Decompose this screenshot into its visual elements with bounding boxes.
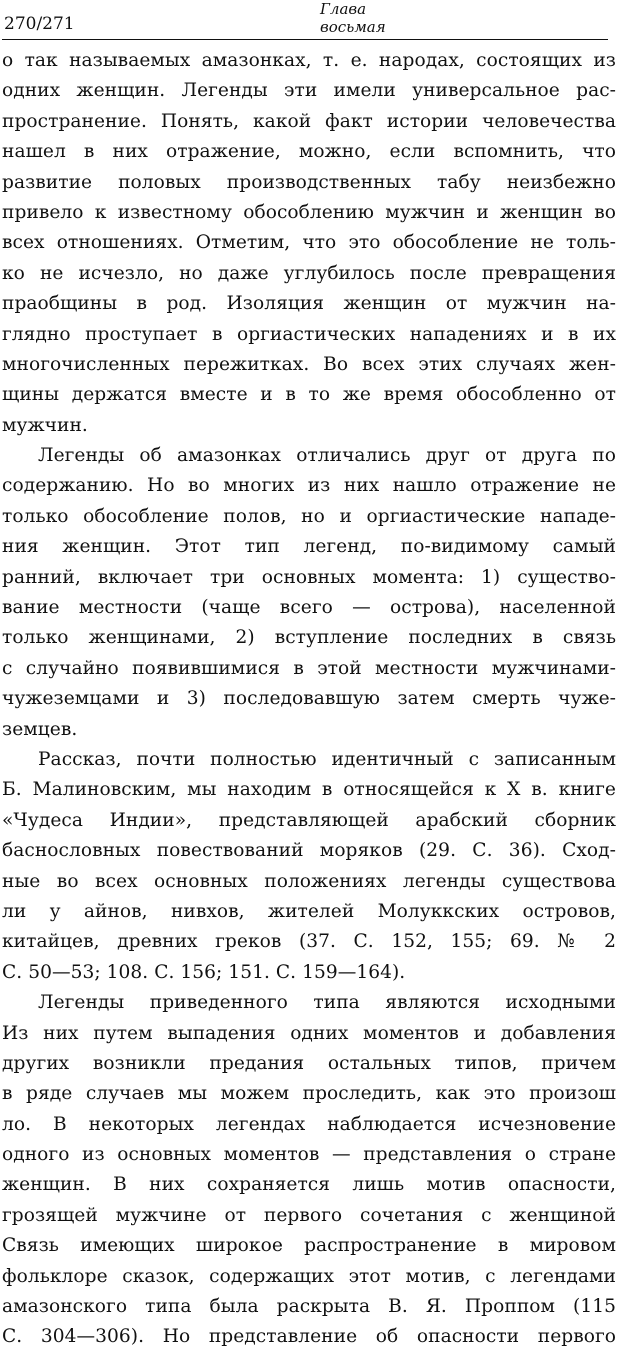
- text-line: баснословных повествований моряков (29. С. 36). Сход-: [2, 840, 616, 862]
- text-line: развитие половых производственных табу неизбежно: [2, 171, 616, 193]
- text-line: ко не исчезло, но даже углубилось после превращения: [2, 262, 616, 284]
- page-number: 270/271: [4, 14, 75, 34]
- text-line: о так называемых амазонках, т. е. народах, состоящих из: [2, 50, 616, 71]
- text-line: других возникли предания остальных типов, причем: [2, 1052, 616, 1074]
- text-line: пространение. Понять, какой факт истории человечества: [2, 110, 616, 132]
- text-line: щины держатся вместе и в то же время обособленно от: [2, 384, 616, 406]
- text-line: женщин. В них сохраняется лишь мотив опасности,: [2, 1174, 616, 1196]
- text-line: многочисленных пережитках. Во всех этих случаях жен-: [2, 353, 616, 375]
- text-line: «Чудеса Индии», представляющей арабский сборник: [2, 809, 616, 831]
- text-line: ли у айнов, нивхов, жителей Молуккских островов,: [2, 900, 616, 922]
- text-line: мужчин.: [2, 414, 88, 436]
- text-line: ния женщин. Этот тип легенд, по-видимому самый: [2, 536, 616, 558]
- text-line: праобщины в род. Изоляция женщин от мужчин на-: [2, 293, 616, 315]
- text-line: в ряде случаев мы можем проследить, как это произош: [2, 1083, 616, 1105]
- text-line: нашел в них отражение, можно, если вспомнить, что: [2, 141, 616, 163]
- chapter-number: восьмая: [320, 18, 386, 36]
- text-line: только женщинами, 2) вступление последних в связь: [2, 627, 616, 649]
- text-line: грозящей мужчине от первого сочетания с женщиной: [2, 1204, 616, 1226]
- text-line: вание местности (чаще всего — острова), населенной: [2, 597, 616, 619]
- text-line: С. 50—53; 108. С. 156; 151. С. 159—164).: [2, 961, 406, 983]
- text-line: с случайно появившимися в этой местности мужчинами-: [2, 657, 616, 679]
- header-rule: [2, 39, 608, 40]
- paragraph-first-line: Легенды об амазонках отличались друг от друга по: [38, 445, 616, 467]
- text-line: чужеземцами и 3) последовавшую затем смерть чуже-: [2, 688, 616, 710]
- text-line: фольклоре сказок, содержащих этот мотив, с легендами: [2, 1265, 616, 1287]
- text-line: китайцев, древних греков (37. С. 152, 155; 69. № 2: [2, 931, 616, 953]
- page-header: [2, 0, 616, 46]
- text-line: содержанию. Но во многих из них нашло отражение не: [2, 475, 616, 497]
- text-line: ло. В некоторых легендах наблюдается исчезновение: [2, 1113, 616, 1135]
- text-line: привело к известному обособлению мужчин и женщин во: [2, 201, 616, 223]
- text-line: одних женщин. Легенды эти имели универсальное рас-: [2, 80, 616, 102]
- text-line: всех отношениях. Отметим, что это обособление не толь-: [2, 232, 616, 254]
- text-line: одного из основных моментов — представления о стране: [2, 1144, 616, 1166]
- text-line: глядно проступает в оргиастических нападениях и в их: [2, 323, 616, 345]
- body-text: [2, 46, 616, 1353]
- text-line: С. 304—306). Но представление об опасности первого: [2, 1326, 616, 1348]
- text-line: Из них путем выпадения одних моментов и добавления: [2, 1022, 616, 1044]
- chapter-heading: [320, 0, 386, 36]
- paragraph-first-line: Рассказ, почти полностью идентичный с записанным: [38, 748, 616, 770]
- text-line: земцев.: [2, 718, 78, 740]
- text-line: ранний, включает три основных момента: 1) существо-: [2, 566, 616, 588]
- chapter-label: Глава: [320, 0, 367, 18]
- text-line: только обособление полов, но и оргиастические нападе-: [2, 505, 616, 527]
- text-line: Б. Малиновским, мы находим в относящейся к X в. книге: [2, 779, 616, 801]
- paragraph-first-line: Легенды приведенного типа являются исходными: [38, 992, 616, 1014]
- text-line: Связь имеющих широкое распространение в мировом: [2, 1235, 616, 1257]
- text-line: амазонского типа была раскрыта В. Я. Проппом (115: [2, 1296, 616, 1318]
- text-line: ные во всех основных положениях легенды существова: [2, 870, 616, 892]
